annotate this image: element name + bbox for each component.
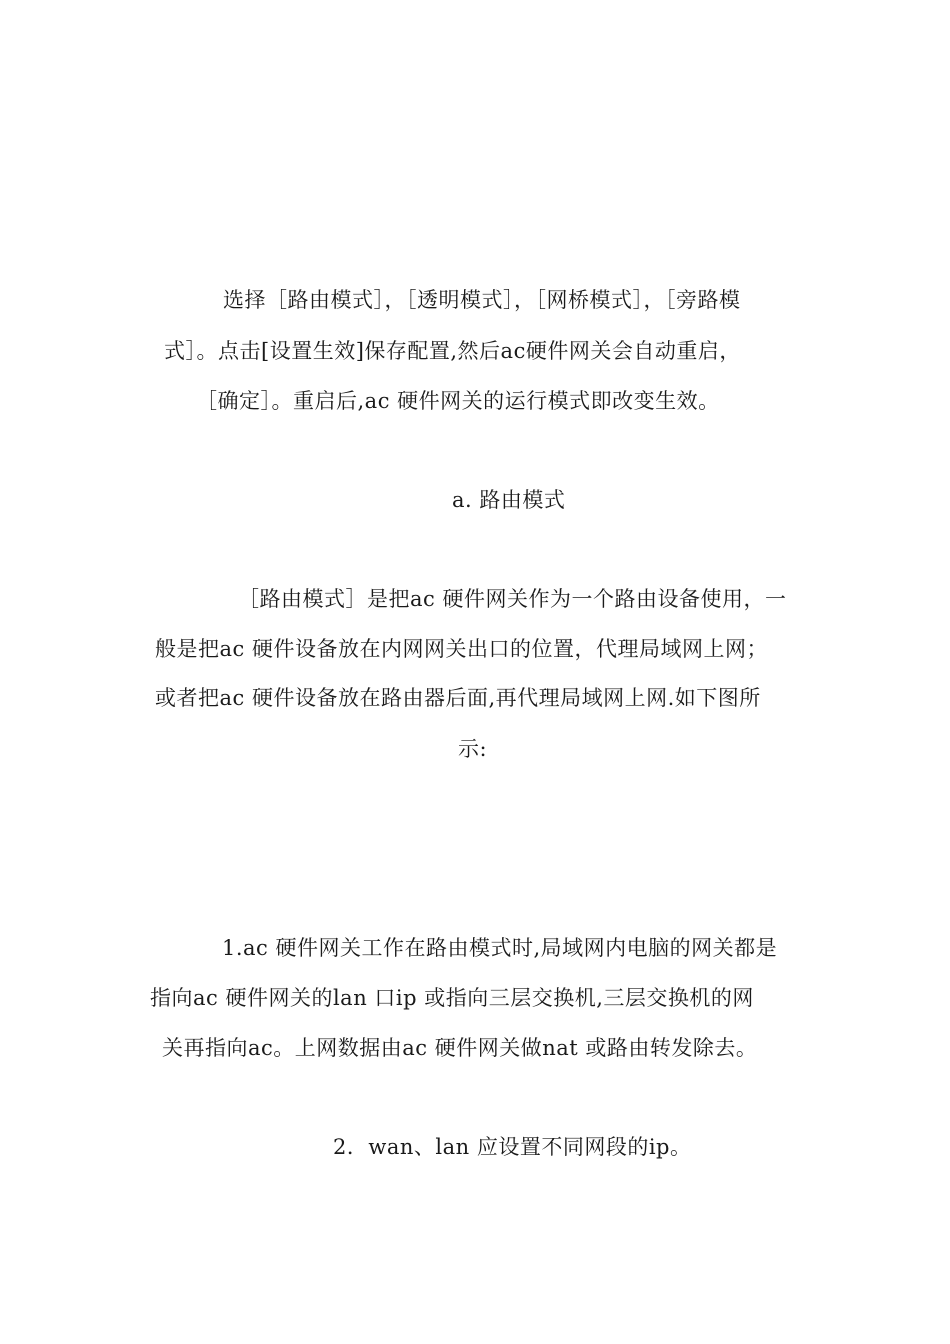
section-heading-routing-mode: a. 路由模式 <box>452 488 566 512</box>
mode-select-line-3: ［确定］。重启后,ac 硬件网关的运行模式即改变生效。 <box>196 389 720 413</box>
routing-mode-line-1: ［路由模式］是把ac 硬件网关作为一个路由设备使用，一 <box>238 587 787 611</box>
routing-mode-line-3: 或者把ac 硬件设备放在路由器后面,再代理局域网上网.如下图所 <box>155 686 761 710</box>
point-2-line-1: 2．wan、lan 应设置不同网段的ip。 <box>333 1135 692 1159</box>
point-1-line-2: 指向ac 硬件网关的lan 口ip 或指向三层交换机,三层交换机的网 <box>150 986 754 1010</box>
routing-mode-line-4: 示: <box>458 737 488 761</box>
routing-mode-line-2: 般是把ac 硬件设备放在内网网关出口的位置，代理局域网上网； <box>155 637 768 661</box>
mode-select-line-2: 式］。点击[设置生效]保存配置,然后ac硬件网关会自动重启， <box>164 339 741 363</box>
mode-select-line-1: 选择［路由模式］，［透明模式］，［网桥模式］，［旁路模 <box>223 288 741 312</box>
point-1-line-3: 关再指向ac。上网数据由ac 硬件网关做nat 或路由转发除去。 <box>162 1036 758 1060</box>
point-1-line-1: 1.ac 硬件网关工作在路由模式时,局域网内电脑的网关都是 <box>222 936 778 960</box>
